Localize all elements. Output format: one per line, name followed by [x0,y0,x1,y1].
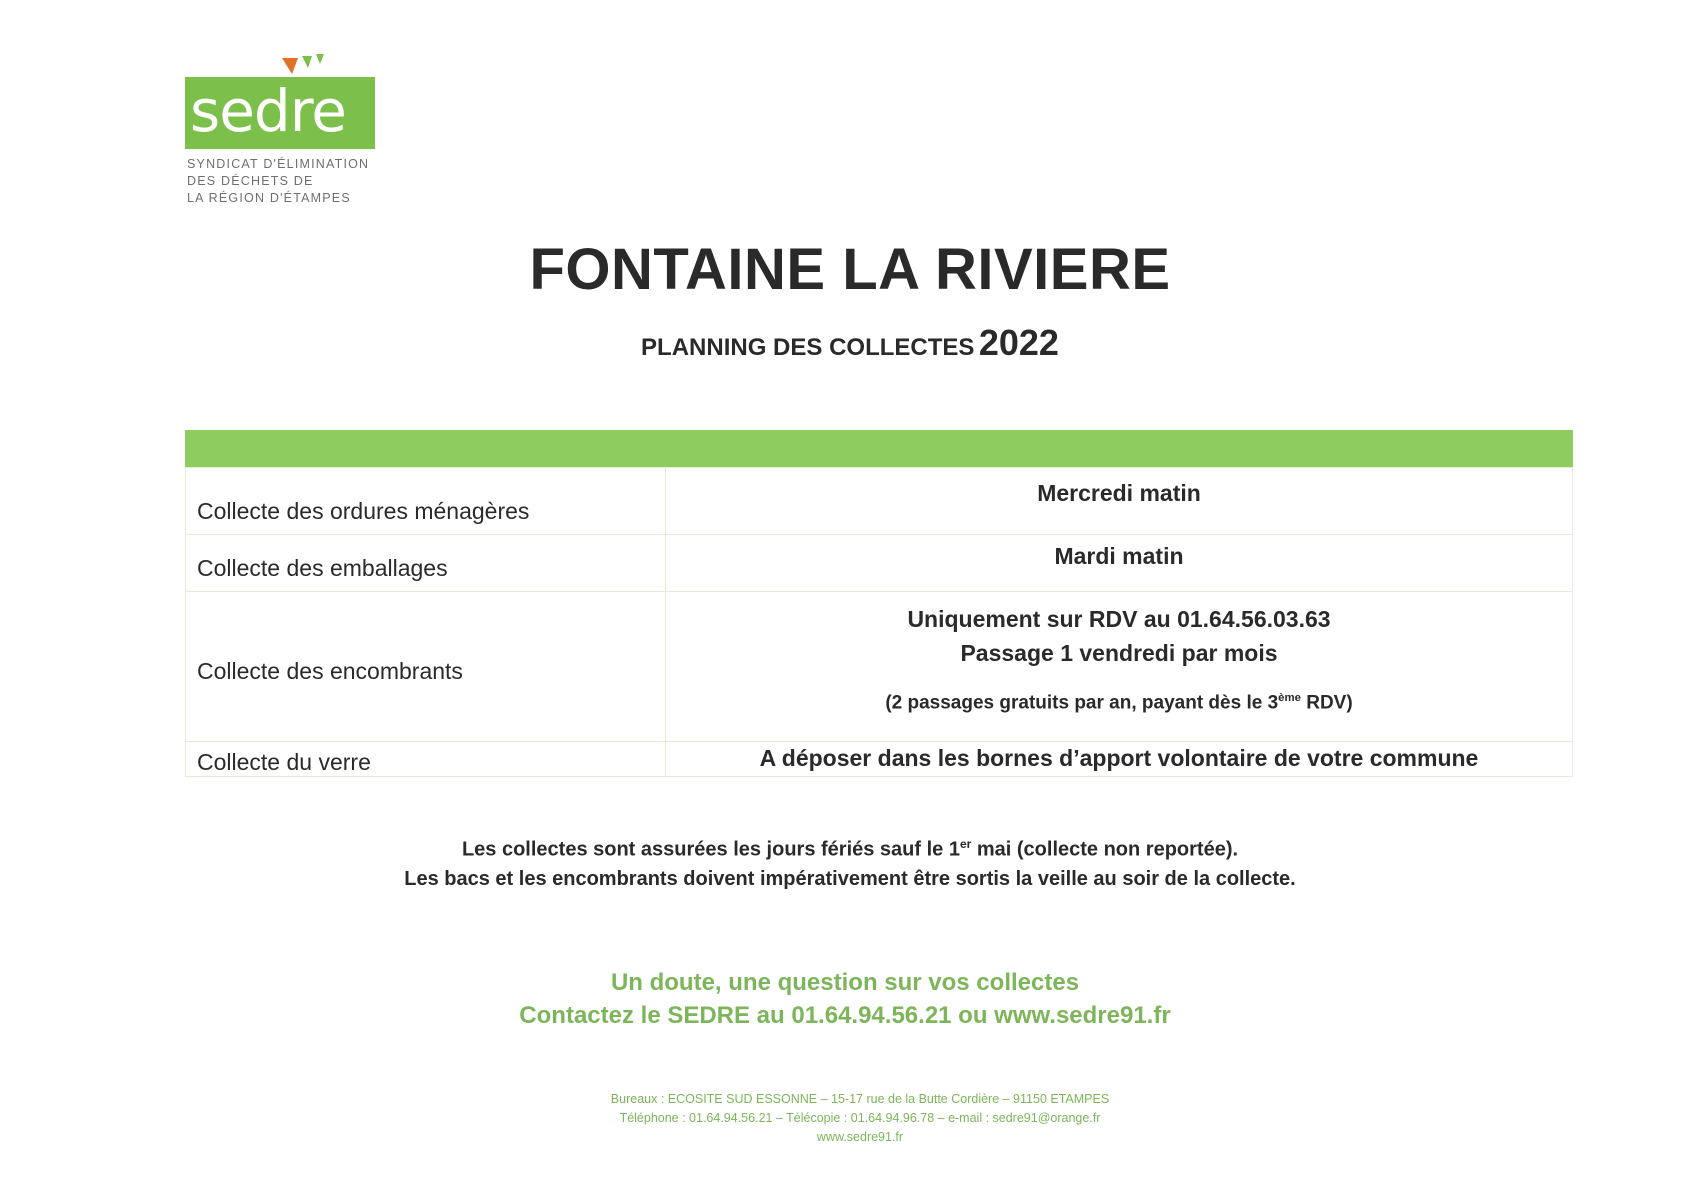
notice-superscript: er [959,837,972,851]
row-value [666,592,1573,742]
footer-line: Bureaux : ECOSITE SUD ESSONNE – 15-17 rue de la Butte Cordière – 91150 ETAMPES [610,1092,1110,1106]
row-value: Mercredi matin [666,468,1573,535]
note-text: RDV) [1300,692,1353,714]
holiday-notice [0,830,1685,894]
row-value-note [666,686,1572,715]
notice-text: mai (collecte non reportée). [971,838,1239,861]
table-row [186,535,1573,592]
collection-table [185,430,1573,777]
table-row [186,742,1573,777]
logo-subtitle [187,156,369,207]
table-header-bar [185,430,1573,467]
row-label: Collecte des emballages [186,535,666,592]
table-row [186,468,1573,535]
row-value-line: Passage 1 vendredi par mois [960,640,1278,666]
page-subtitle [0,322,1685,364]
subtitle-year: 2022 [978,322,1059,363]
note-superscript: ème [1278,692,1301,704]
page-title: FONTAINE LA RIVIERE [529,237,1171,302]
logo-subtitle-line: DES DÉCHETS DE [187,174,314,188]
row-label: Collecte des ordures ménagères [186,468,666,535]
notice-text: Les collectes sont assurées les jours fériés sauf le 1 [461,838,960,861]
row-label: Collecte des encombrants [186,592,666,742]
subtitle-label: PLANNING DES COLLECTES [641,334,975,361]
table-row [186,592,1573,742]
contact-line: Un doute, une question sur vos collectes [610,969,1080,996]
row-label: Collecte du verre [186,742,666,777]
footer-website-link[interactable]: www.sedre91.fr [816,1130,904,1144]
notice-line [0,830,1685,865]
row-value: Mardi matin [666,535,1573,592]
logo-subtitle-line: LA RÉGION D'ÉTAMPES [187,191,351,205]
logo-wordmark: sedre [190,77,346,145]
notice-line: Les bacs et les encombrants doivent impérativement être sortis la veille au soir de la collecte. [404,867,1296,890]
row-value-line: Uniquement sur RDV au 01.64.56.03.63 [907,606,1331,632]
row-value: A déposer dans les bornes d’apport volontaire de votre commune [666,742,1573,777]
contact-line: Contactez le SEDRE au 01.64.94.56.21 ou www.sedre91.fr [519,1002,1171,1029]
logo-subtitle-line: SYNDICAT D'ÉLIMINATION [187,157,370,171]
footer-address [0,1090,1685,1147]
footer-line: Téléphone : 01.64.94.56.21 – Télécopie : 01.64.94.96.78 – e-mail : sedre91@orange.fr [619,1111,1101,1125]
note-text: (2 passages gratuits par an, payant dès le 3 [885,692,1279,714]
contact-block [0,966,1685,1032]
